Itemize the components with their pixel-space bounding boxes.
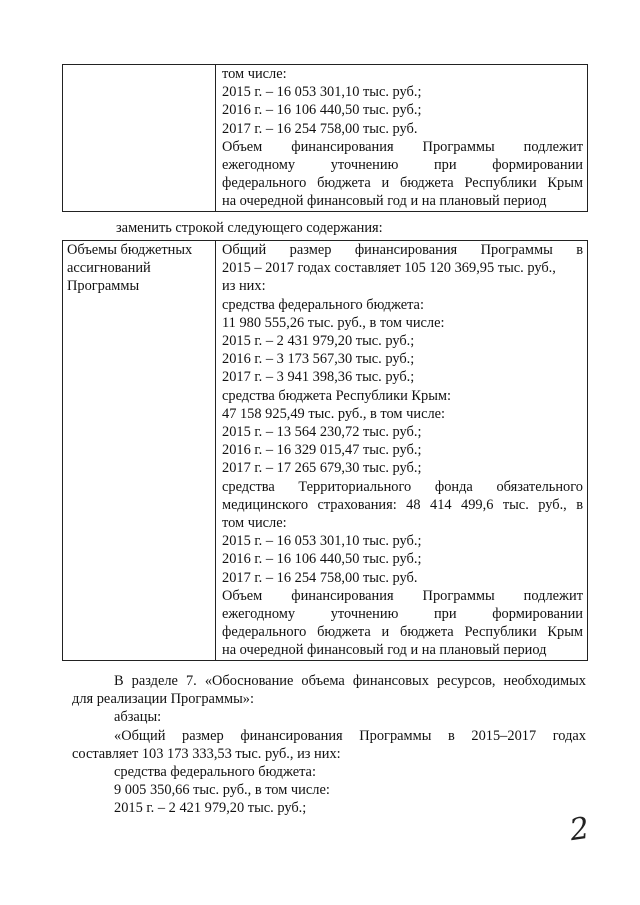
table-line: 2016 г. – 3 173 567,30 тыс. руб.; xyxy=(222,351,415,368)
label-line: ассигнований xyxy=(67,260,151,277)
table-line: 2015 г. – 16 053 301,10 тыс. руб.; xyxy=(222,84,422,101)
table-cell-content xyxy=(216,65,588,212)
table-row xyxy=(63,241,588,661)
replace-instruction: заменить строкой следующего содержания: xyxy=(116,220,383,236)
table-line: федерального бюджета и бюджета Республики Крым xyxy=(222,624,583,641)
table-line: 11 980 555,26 тыс. руб., в том числе: xyxy=(222,314,445,331)
label-line: Объемы бюджетных xyxy=(67,242,193,258)
label-line: Программы xyxy=(67,278,140,295)
table-line: средства федерального бюджета: xyxy=(222,296,424,313)
table-line: средства Территориального фонда обязательного xyxy=(222,478,583,495)
table-line: Объем финансирования Программы подлежит xyxy=(222,138,583,155)
budget-table-new xyxy=(62,240,588,661)
table-line: 2017 г. – 16 254 758,00 тыс. руб. xyxy=(222,120,418,137)
table-cell-label-empty xyxy=(63,65,216,212)
budget-table-old xyxy=(62,64,588,212)
paragraph-line: «Общий размер финансирования Программы в 2015–2017 годах xyxy=(114,727,586,744)
table-line: Общий размер финансирования Программы в xyxy=(222,242,583,258)
table-row xyxy=(63,65,588,212)
table-line: 2015 – 2017 годах составляет 105 120 369,95 тыс. руб., xyxy=(222,260,556,277)
table-cell-label xyxy=(63,241,216,661)
paragraph-line: В разделе 7. «Обоснование объема финансовых ресурсов, необходимых xyxy=(114,673,586,689)
table-line: медицинского страхования: 48 414 499,6 тыс. руб., в xyxy=(222,496,583,513)
paragraph-line: абзацы: xyxy=(114,709,162,726)
table-line: 2017 г. – 17 265 679,30 тыс. руб.; xyxy=(222,460,422,477)
table-line: 2016 г. – 16 106 440,50 тыс. руб.; xyxy=(222,102,422,119)
table-line: 2016 г. – 16 106 440,50 тыс. руб.; xyxy=(222,551,422,568)
table-cell-content xyxy=(216,241,588,661)
table-line: на очередной финансовый год и на плановый период xyxy=(222,193,547,210)
paragraph-line: средства федерального бюджета: xyxy=(114,764,316,781)
table-line: ежегодному уточнению при формировании xyxy=(222,606,583,623)
paragraph-line: составляет 103 173 333,53 тыс. руб., из них: xyxy=(72,745,341,762)
paragraph-line: 9 005 350,66 тыс. руб., в том числе: xyxy=(114,782,330,799)
page-number: 2 xyxy=(567,810,592,849)
table-line: Объем финансирования Программы подлежит xyxy=(222,587,583,604)
table-line: средства бюджета Республики Крым: xyxy=(222,387,451,404)
table-line: 2015 г. – 2 431 979,20 тыс. руб.; xyxy=(222,333,415,350)
table-line: 2016 г. – 16 329 015,47 тыс. руб.; xyxy=(222,442,422,459)
table-line: из них: xyxy=(222,278,266,295)
table-line: 2015 г. – 13 564 230,72 тыс. руб.; xyxy=(222,424,422,441)
table-line: 2017 г. – 16 254 758,00 тыс. руб. xyxy=(222,569,418,586)
table-line: федерального бюджета и бюджета Республики Крым xyxy=(222,175,583,192)
table-line: том числе: xyxy=(222,515,287,532)
table-line: 2017 г. – 3 941 398,36 тыс. руб.; xyxy=(222,369,415,386)
table-line: том числе: xyxy=(222,66,287,82)
paragraph-line: 2015 г. – 2 421 979,20 тыс. руб.; xyxy=(114,800,307,817)
table-line: 2015 г. – 16 053 301,10 тыс. руб.; xyxy=(222,533,422,550)
section-body xyxy=(72,672,586,818)
table-line: на очередной финансовый год и на плановый период xyxy=(222,642,547,659)
table-line: ежегодному уточнению при формировании xyxy=(222,157,583,174)
paragraph-line: для реализации Программы»: xyxy=(72,691,254,708)
table-line: 47 158 925,49 тыс. руб., в том числе: xyxy=(222,405,446,422)
